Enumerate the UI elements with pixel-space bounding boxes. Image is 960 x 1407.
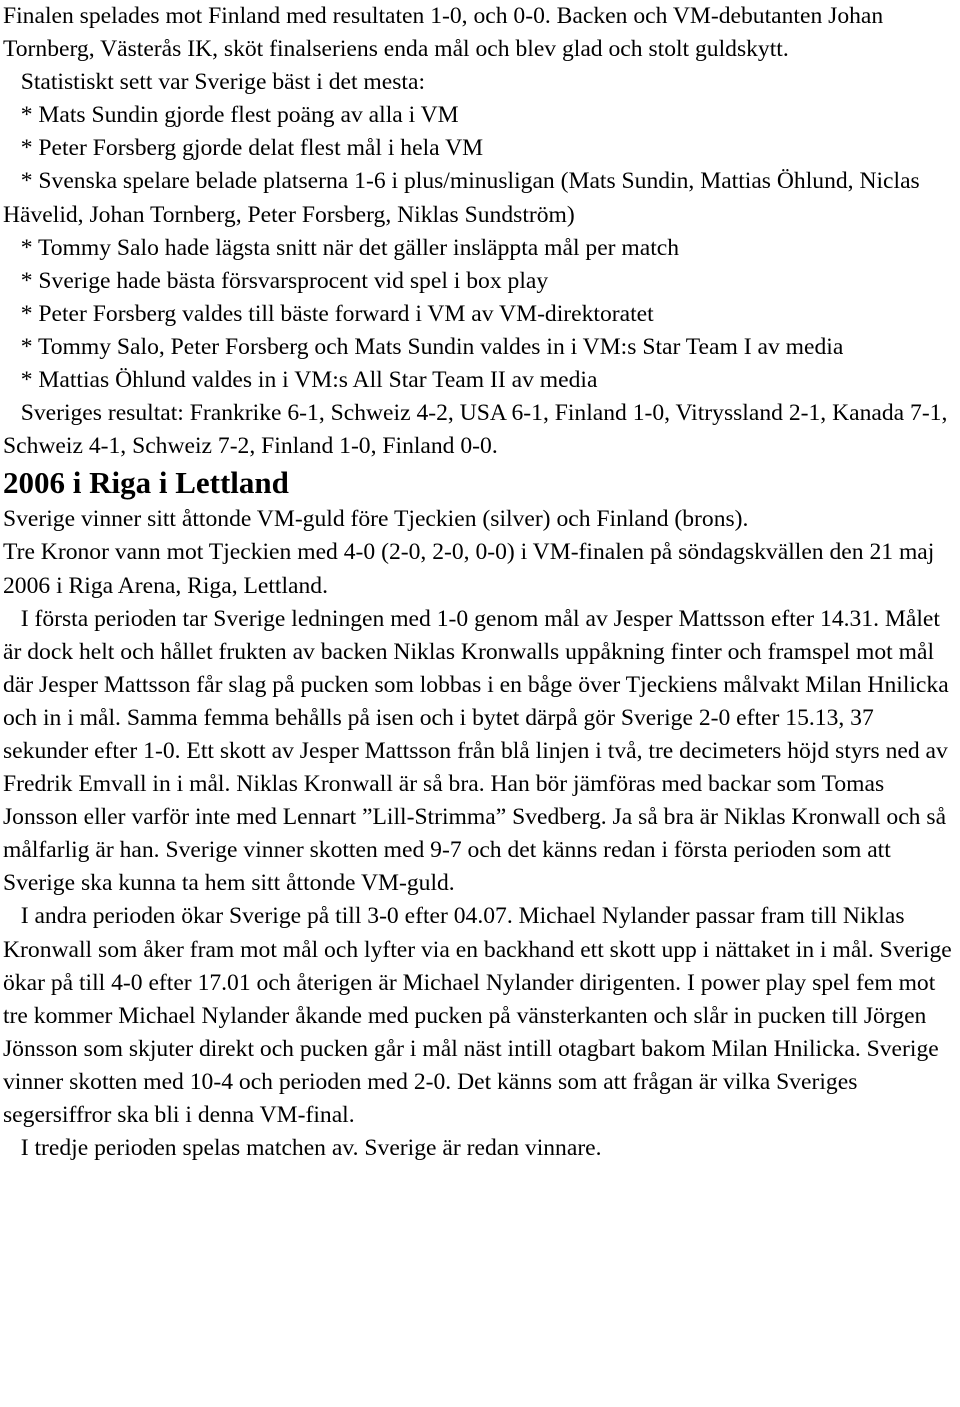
body-paragraph: I första perioden tar Sverige ledningen med 1-0 genom mål av Jesper Mattsson efter 14.31. Målet är dock helt och hållet frukten av backen Niklas Kronwalls uppåkning finter och framspel mot mål där Jesper Mattsson får slag på pucken som lobbas i en båge över Tjeckiens målvakt Milan Hnilicka och in i mål. Samma femma behålls på isen och i bytet därpå gör Sverige 2-0 efter 15.13, 37 sekunder efter 1-0. Ett skott av Jesper Mattsson från blå linjen i två, tre decimeters höjd styrs ned av Fredrik Emvall in i mål. Niklas Kronwall är så bra. Han bör jämföras med backar som Tomas Jonsson eller varför inte med Lennart ”Lill-Strimma” Svedberg. Ja så bra är Niklas Kronwall och så målfarlig är han. Sverige vinner skotten med 9-7 och det känns redan i första perioden som att Sverige ska kunna ta hem sitt åttonde VM-guld. (3, 605, 955, 897)
stat-item: * Tommy Salo, Peter Forsberg och Mats Sundin valdes in i VM:s Star Team I av media (3, 333, 844, 360)
body-paragraph: I tredje perioden spelas matchen av. Sverige är redan vinnare. (3, 1135, 602, 1162)
stat-item: * Svenska spelare belade platserna 1-6 i plus/minusligan (Mats Sundin, Mattias Öhlund, Niclas Hävelid, Johan Tornberg, Peter Forsberg, Niklas Sundström) (3, 168, 926, 228)
stat-item: * Mattias Öhlund valdes in i VM:s All Star Team II av media (3, 367, 598, 394)
final-paragraph: Finalen spelades mot Finland med resultaten 1-0, och 0-0. Backen och VM-debutanten Johan Tornberg, Västerås IK, sköt finalseriens enda mål och blev glad och stolt guldskytt. (3, 3, 889, 63)
stat-item: * Mats Sundin gjorde flest poäng av alla i VM (3, 102, 459, 129)
section-heading: 2006 i Riga i Lettland (3, 465, 289, 501)
stats-intro: Statistiskt sett var Sverige bäst i det mesta: (3, 69, 426, 96)
stat-item: * Peter Forsberg valdes till bäste forward i VM av VM-direktoratet (3, 300, 654, 327)
body-paragraph: I andra perioden ökar Sverige på till 3-0 efter 04.07. Michael Nylander passar fram till Niklas Kronwall som åker fram mot mål och lyfter via en backhand ett skott upp i nättaket in i mål. Sverige ökar på till 4-0 efter 17.01 och återigen är Michael Nylander dirigenten. I power play spel fem mot tre kommer Michael Nylander åkande med pucken på vänsterkanten och slår in pucken till Jörgen Jönsson som skjuter direkt och pucken går i mål näst intill otagbart bakom Milan Hnilicka. Sverige vinner skotten med 10-4 och perioden med 2-0. Det känns som att frågan är vilka Sveriges segersiffror ska bli i denna VM-final. (3, 903, 958, 1128)
stat-item: * Peter Forsberg gjorde delat flest mål i hela VM (3, 135, 484, 162)
body-paragraph: Sverige vinner sitt åttonde VM-guld före Tjeckien (silver) och Finland (brons). (3, 506, 749, 533)
body-paragraph: Tre Kronor vann mot Tjeckien med 4-0 (2-0, 2-0, 0-0) i VM-finalen på söndagskvällen den 21 maj 2006 i Riga Arena, Riga, Lettland. (3, 539, 941, 599)
results-paragraph: Sveriges resultat: Frankrike 6-1, Schweiz 4-2, USA 6-1, Finland 1-0, Vitryssland 2-1, Kanada 7-1, Schweiz 4-1, Schweiz 7-2, Finland 1-0, Finland 0-0. (3, 400, 954, 460)
document-page (3, 0, 960, 1165)
stat-item: * Tommy Salo hade lägsta snitt när det gäller insläppta mål per match (3, 234, 680, 261)
stat-item: * Sverige hade bästa försvarsprocent vid spel i box play (3, 267, 549, 294)
